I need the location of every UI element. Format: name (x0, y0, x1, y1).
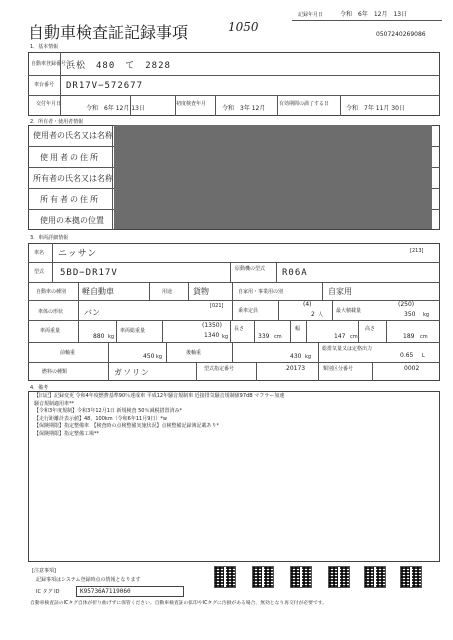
remarks-line: 【保険期限】指定整備車 【検査時の点検整備実施状況】点検整備記録簿記載あり* (34, 423, 220, 430)
displacement-label: 総排気量又は定格出力 (322, 346, 373, 352)
max-load-label: 最大積載量 (336, 308, 362, 314)
use-label: 用途 (162, 289, 173, 295)
width-unit: cm (350, 334, 358, 340)
qr-code-icon (214, 566, 236, 588)
capacity-paren: (4) (303, 301, 312, 308)
business-type: 自家用 (328, 287, 352, 296)
length-unit: cm (274, 334, 282, 340)
handwritten-number: 1050 (228, 20, 259, 34)
qr-code-icon (328, 566, 350, 588)
qr-code-icon (290, 566, 312, 588)
fuel-label: 燃料の種類 (42, 369, 68, 375)
section2-heading: 2．所有者・使用者情報 (30, 119, 84, 125)
body-code: [021] (210, 303, 224, 309)
footer-note: 自動車検査証のICタグ自体が折り曲げずに保管ください。自動車検査証の拡印やICタグに汚損がある場合、無効となり再交付が必要です。 (30, 601, 327, 606)
section3-heading: 3．車両詳細情報 (30, 235, 69, 241)
weight-label: 車両重量 (40, 328, 61, 334)
user-name-label: 使用者の氏名又は名称 (33, 131, 113, 140)
business-label: 自家用・事業用の別 (238, 289, 284, 295)
make-label: 車名 (34, 250, 45, 256)
section1-heading: 1．基本情報 (30, 44, 59, 50)
document-number: 0507240269086 (376, 31, 426, 38)
issued-date-underline (292, 20, 442, 21)
type-cert-number: 20173 (286, 365, 306, 372)
width-label: 幅 (295, 326, 301, 332)
redaction-block (114, 125, 432, 229)
base-location-label: 使用の本拠の位置 (40, 216, 104, 225)
qr-code-icon (400, 566, 422, 588)
class-number: 0002 (404, 365, 420, 372)
user-address-label: 使用者の住所 (40, 153, 100, 162)
model-label: 型式 (34, 269, 45, 275)
gross-unit: kg (222, 334, 229, 340)
vehicle-use: 貨物 (193, 287, 209, 296)
length-label: 長さ (234, 326, 245, 332)
body-label: 車体の形状 (38, 309, 64, 315)
expiry-date: 令和 7年 11月 30日 (346, 105, 405, 112)
kind-label: 自動車の種別 (36, 289, 67, 295)
vehicle-model: 5BD−DR17V (60, 268, 118, 278)
capacity-unit: 人 (318, 312, 324, 318)
class-label: 類別区分番号 (323, 366, 354, 372)
max-load-paren: (250) (398, 301, 415, 308)
chassis-label: 車台番号 (34, 82, 55, 88)
max-load-unit: kg (423, 312, 430, 318)
remarks-line: 【旧記】記録変更 令和4年度燃費基準90％達成車 平成12年騒音規制車 近接排気騒音規制値97dB マフラー加速 (34, 393, 285, 399)
displacement: 0.65 (400, 352, 414, 359)
qr-code-icon (252, 566, 274, 588)
capacity-label: 乗車定員 (238, 308, 259, 314)
fuel-type: ガソリン (114, 368, 150, 377)
notice-heading: [注意事項] (32, 568, 56, 574)
height: 189 (403, 333, 415, 340)
gross-paren: (1350) (202, 322, 222, 329)
remarks-line: 【令和3年度規制】令和3年12月1日 新規検査 50％減税措置済み* (34, 408, 182, 415)
rear-axle-unit: kg (305, 354, 312, 360)
chassis-number: DR17V−572677 (66, 81, 144, 91)
remarks-list (34, 393, 434, 439)
issue-date-label: 交付年月日 (36, 101, 62, 107)
weight-unit: kg (108, 334, 115, 340)
first-reg-label: 初度検査年月 (176, 101, 207, 107)
engine-label: 原動機の型式 (235, 266, 266, 272)
front-axle: 450 (143, 353, 155, 360)
section4-heading: 4．備考 (30, 385, 49, 391)
vehicle-kind: 軽自動車 (82, 287, 114, 296)
issued-date: 令和 6年 12月 13日 (340, 11, 408, 18)
reg-number-label: 自動車登録番号 (31, 61, 67, 67)
body-shape: バン (84, 308, 100, 317)
height-label: 高さ (365, 326, 376, 332)
height-unit: cm (420, 334, 428, 340)
front-axle-label: 前軸重 (60, 350, 76, 356)
owner-address-label: 所有者の住所 (40, 195, 100, 204)
capacity: 2 (311, 311, 315, 318)
displacement-unit: L (422, 353, 425, 359)
issued-date-label: 記録年月日 (298, 12, 324, 18)
width: 147 (334, 333, 346, 340)
expiry-label: 有効期間の満了する日 (279, 101, 330, 107)
remarks-line: 【保険期限】指定整備工場** (34, 430, 100, 437)
reg-number: 浜松 480 て 2828 (66, 61, 171, 71)
qr-code-icon (364, 566, 386, 588)
first-reg-date: 令和 3年 12月 (222, 105, 266, 112)
remarks-line: 【走行距離計表示値】48，100km（令和6年11月9日）*w (34, 415, 167, 422)
ic-tag-id: K95736A7119060 (80, 588, 131, 595)
max-load: 350 (404, 311, 416, 318)
owner-name-label: 所有者の氏名又は名称 (33, 174, 113, 183)
rear-axle-label: 後軸重 (186, 350, 202, 356)
document-title: 自動車検査証記録事項 (28, 23, 189, 42)
front-axle-unit: kg (156, 354, 163, 360)
engine-model: R06A (282, 268, 308, 278)
gross-label: 車両総重量 (120, 328, 146, 334)
remarks-line: 騒音規制適用車** (34, 400, 75, 407)
length: 339 (258, 333, 270, 340)
ic-tag-label: IC タグ ID (36, 589, 60, 595)
type-cert-label: 型式指定番号 (204, 366, 235, 372)
vehicle-make: ニッサン (58, 249, 98, 259)
weight: 880 (93, 333, 105, 340)
notice-text: 記録事項はシステム登録時点の情報となります (36, 577, 141, 583)
gross-weight: 1340 (204, 332, 220, 339)
rear-axle: 430 (290, 353, 302, 360)
issue-date: 令和 6年 12月 13日 (86, 105, 145, 112)
make-code: [213] (410, 248, 424, 254)
